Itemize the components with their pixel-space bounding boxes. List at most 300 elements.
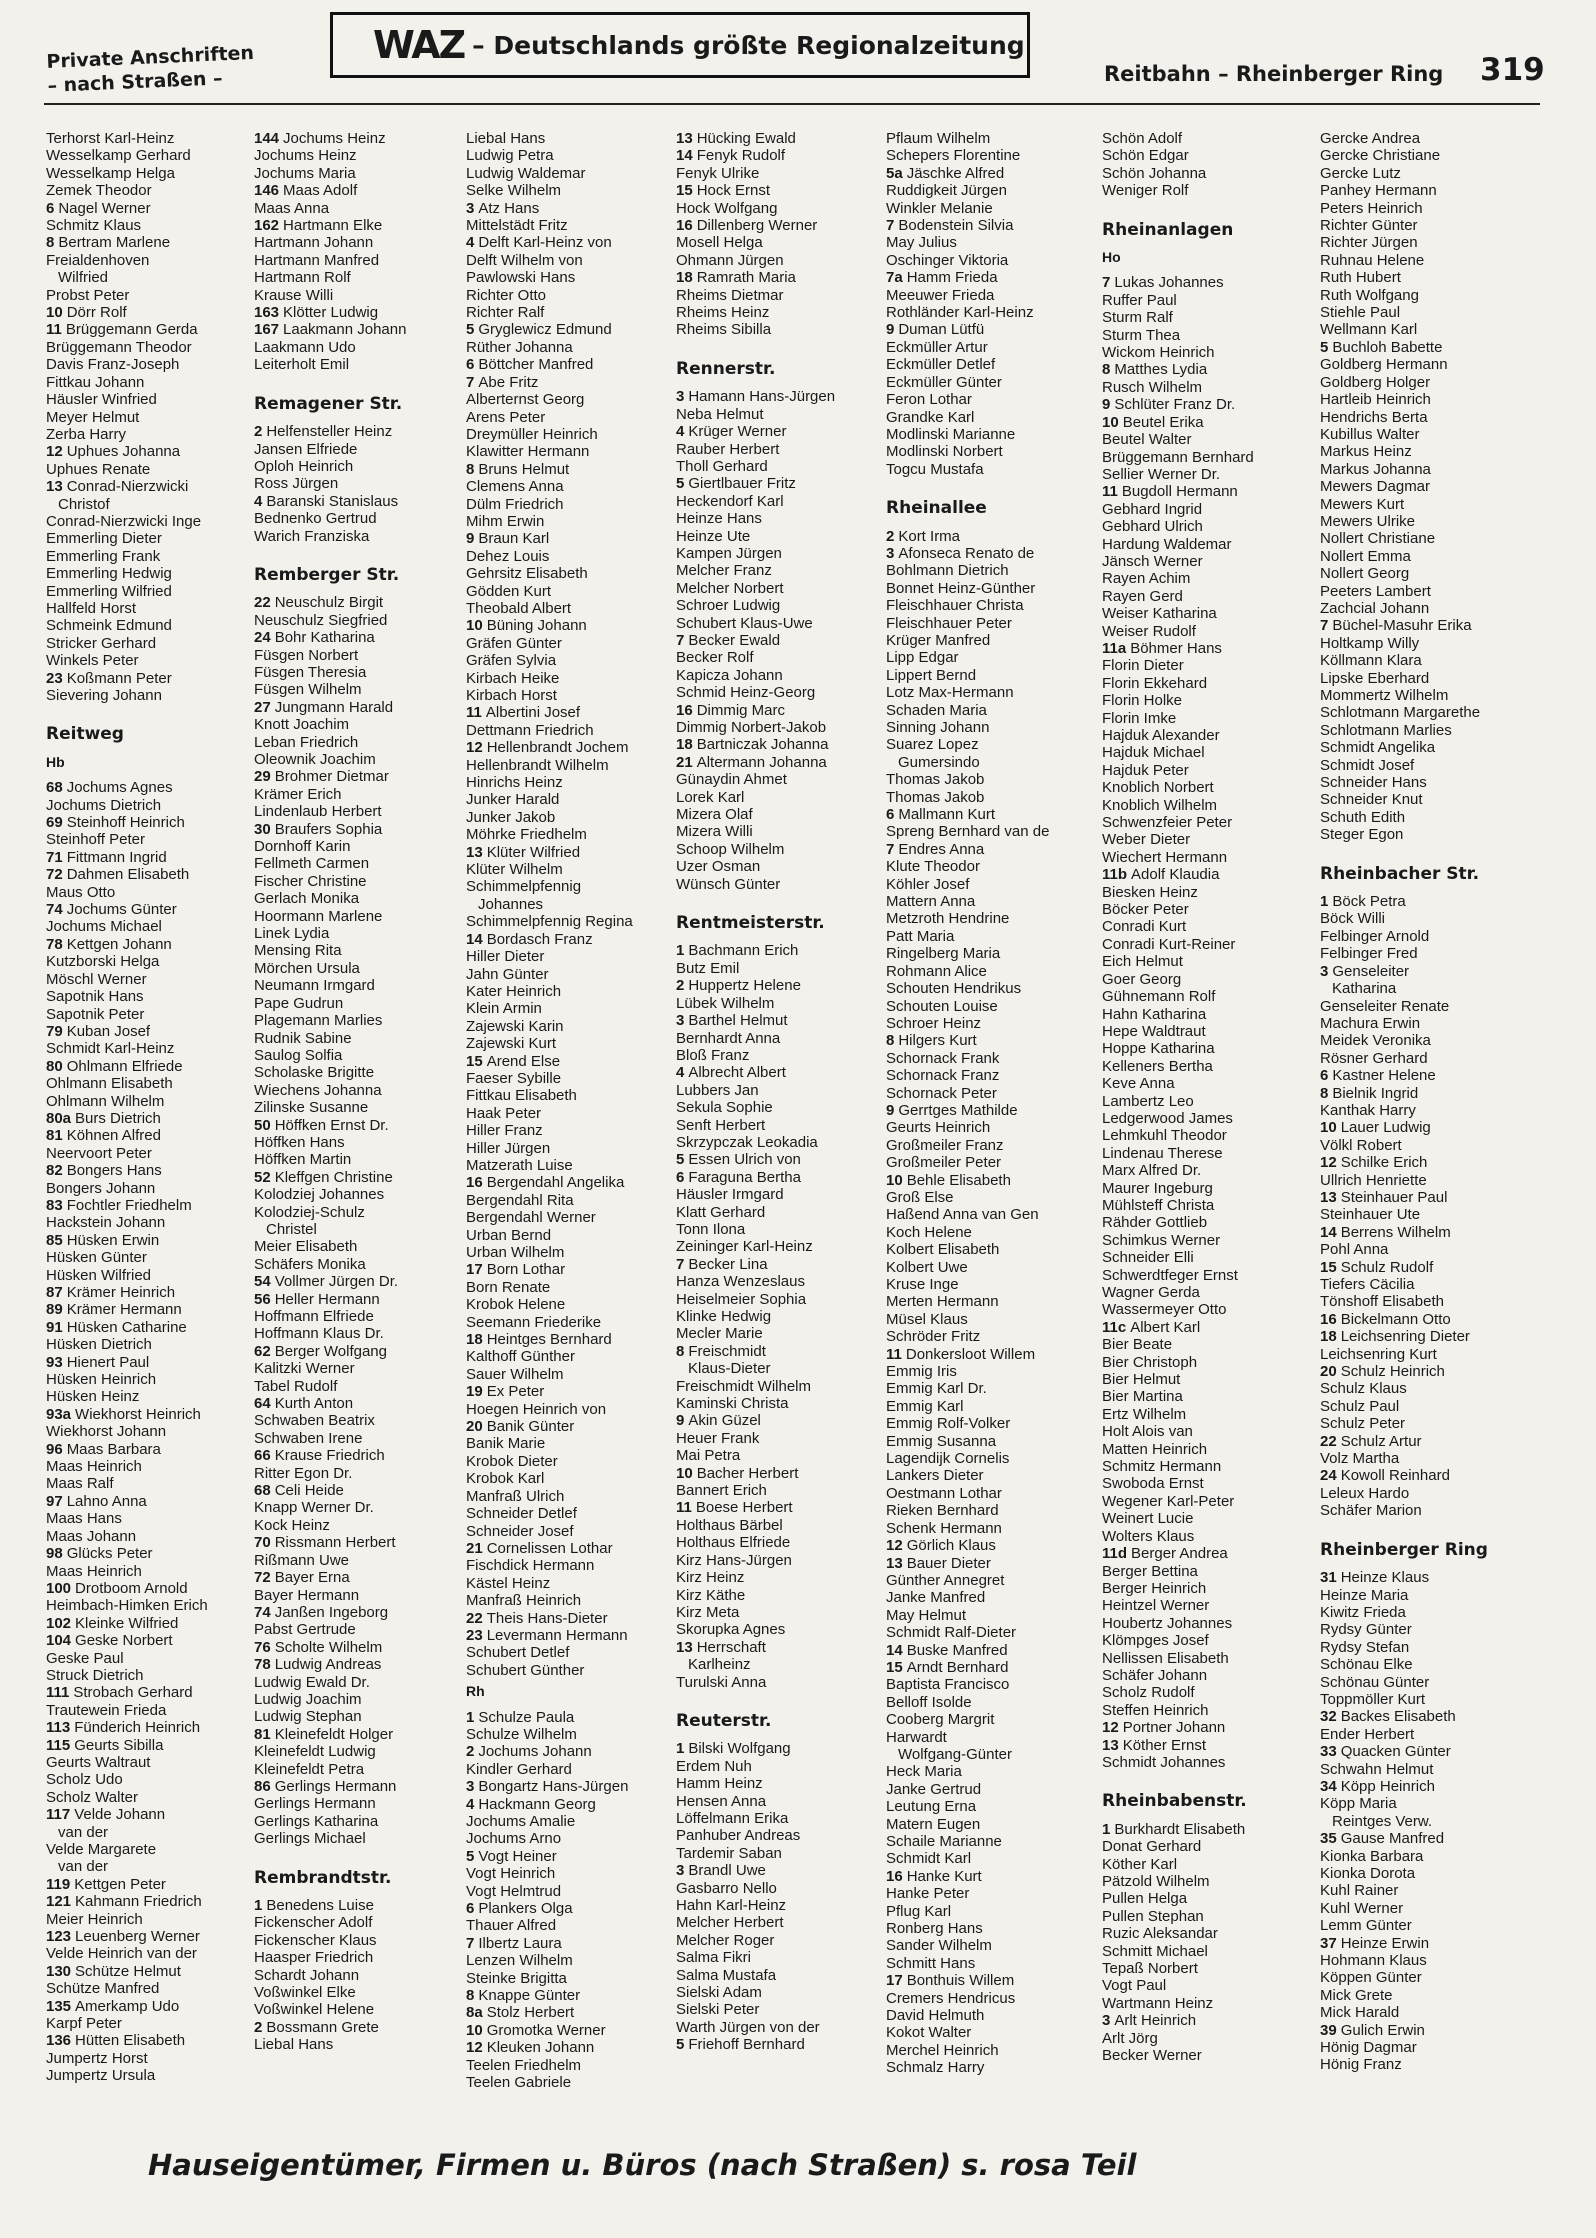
resident-name: Krüger Werner bbox=[688, 423, 787, 441]
resident-entry bbox=[46, 953, 256, 970]
resident-name: Burkhardt Elisabeth bbox=[1114, 1820, 1246, 1838]
resident-entry bbox=[886, 649, 1096, 666]
resident-entry bbox=[1102, 1249, 1312, 1266]
resident-entry bbox=[46, 409, 256, 426]
resident-name: Köhnen Alfred bbox=[66, 1127, 161, 1145]
resident-name: Günther Annegret bbox=[886, 1571, 1005, 1589]
resident-entry bbox=[254, 1291, 464, 1308]
resident-name: Emmerling Wilfried bbox=[46, 582, 172, 600]
resident-entry bbox=[676, 1862, 886, 1879]
resident-name: Lehmkuhl Theodor bbox=[1102, 1127, 1227, 1145]
house-number: 146 bbox=[254, 182, 280, 200]
resident-name: Tardemir Saban bbox=[676, 1844, 782, 1862]
resident-entry bbox=[676, 1534, 886, 1551]
resident-entry bbox=[254, 1897, 464, 1914]
resident-name: Dillenberg Werner bbox=[696, 217, 818, 235]
resident-name: Schwerdtfeger Ernst bbox=[1102, 1266, 1238, 1284]
resident-entry bbox=[886, 754, 1096, 771]
resident-entry bbox=[46, 1597, 256, 1614]
resident-name: Neuschulz Birgit bbox=[274, 594, 384, 612]
resident-entry bbox=[1102, 130, 1312, 147]
resident-entry bbox=[886, 1398, 1096, 1415]
resident-name: Sander Wilhelm bbox=[886, 1937, 992, 1955]
resident-name: Eckmüller Artur bbox=[886, 338, 988, 356]
resident-name: Schulz Heinrich bbox=[1340, 1363, 1445, 1381]
resident-name: Pawlowski Hans bbox=[466, 269, 576, 287]
resident-entry bbox=[886, 1241, 1096, 1258]
resident-entry bbox=[1320, 1604, 1530, 1621]
resident-entry bbox=[886, 391, 1096, 408]
resident-entry bbox=[466, 1865, 676, 1882]
resident-name: Gause Manfred bbox=[1340, 1830, 1445, 1848]
resident-entry bbox=[886, 963, 1096, 980]
resident-name: Hartmann Elke bbox=[283, 217, 383, 235]
house-number: 18 bbox=[676, 269, 693, 287]
house-number: 6 bbox=[466, 356, 475, 374]
resident-entry bbox=[886, 719, 1096, 736]
resident-name: Schmitz Klaus bbox=[46, 217, 142, 235]
resident-name: Leuenberg Werner bbox=[75, 1928, 200, 1946]
resident-entry bbox=[254, 1778, 464, 1795]
resident-entry bbox=[46, 1528, 256, 1545]
resident-entry bbox=[676, 1758, 886, 1775]
resident-name: Wünsch Günter bbox=[676, 875, 781, 893]
resident-entry bbox=[46, 1650, 256, 1667]
resident-entry bbox=[676, 200, 886, 217]
house-number: 87 bbox=[46, 1284, 63, 1301]
street-heading: Rheinallee bbox=[886, 498, 987, 519]
house-number: 7 bbox=[886, 840, 895, 858]
resident-entry bbox=[1320, 652, 1530, 669]
district-code: Ho bbox=[1102, 249, 1121, 266]
resident-entry bbox=[1320, 2039, 1530, 2056]
resident-entry bbox=[886, 1798, 1096, 1815]
street-heading: Reuterstr. bbox=[676, 1710, 772, 1731]
resident-name: Jochums Maria bbox=[254, 164, 356, 182]
resident-name: Hepe Waldtraut bbox=[1102, 1022, 1206, 1040]
resident-entry bbox=[676, 960, 886, 977]
resident-name: Ruddigkeit Jürgen bbox=[886, 182, 1007, 200]
resident-name: Schwahn Helmut bbox=[1320, 1760, 1434, 1778]
resident-name: Knott Joachim bbox=[254, 716, 350, 734]
resident-name: Höffken Hans bbox=[254, 1133, 345, 1151]
resident-name: Laakmann Udo bbox=[254, 338, 356, 356]
resident-entry bbox=[1320, 910, 1530, 927]
resident-entry bbox=[886, 928, 1096, 945]
resident-entry bbox=[46, 234, 256, 251]
resident-entry bbox=[1320, 670, 1530, 687]
resident-entry bbox=[46, 687, 256, 704]
resident-name: Schönau Günter bbox=[1320, 1673, 1430, 1691]
resident-name: Ruth Hubert bbox=[1320, 269, 1401, 287]
resident-name: Fleischhauer Christa bbox=[886, 597, 1024, 615]
resident-name: Felbinger Fred bbox=[1320, 945, 1418, 963]
resident-name: Oestmann Lothar bbox=[886, 1484, 1002, 1502]
resident-entry bbox=[1102, 831, 1312, 848]
resident-name: Wiekhorst Heinrich bbox=[75, 1405, 201, 1423]
resident-name: Becker Lina bbox=[688, 1255, 768, 1273]
resident-entry bbox=[254, 681, 464, 698]
resident-name: Hoormann Marlene bbox=[254, 907, 383, 925]
resident-name: Geurts Sibilla bbox=[74, 1736, 164, 1754]
resident-entry bbox=[1320, 443, 1530, 460]
street-heading: Rembrandtstr. bbox=[254, 1867, 392, 1888]
resident-name: Schwaben Beatrix bbox=[254, 1412, 375, 1430]
resident-entry bbox=[676, 458, 886, 475]
resident-entry bbox=[1102, 762, 1312, 779]
resident-name: Atz Hans bbox=[478, 199, 540, 217]
resident-entry bbox=[466, 1035, 676, 1052]
resident-entry bbox=[46, 1006, 256, 1023]
resident-entry bbox=[1320, 1865, 1530, 1882]
house-number: 1 bbox=[676, 1740, 685, 1758]
resident-entry bbox=[466, 1331, 676, 1348]
resident-entry bbox=[1102, 588, 1312, 605]
resident-entry bbox=[1320, 1656, 1530, 1673]
resident-name: Suarez Lopez bbox=[886, 736, 979, 754]
house-number: 18 bbox=[1320, 1328, 1337, 1346]
resident-entry bbox=[1102, 1719, 1312, 1736]
resident-name: Modlinski Marianne bbox=[886, 425, 1016, 443]
resident-entry bbox=[1320, 304, 1530, 321]
resident-name: Bier Martina bbox=[1102, 1388, 1183, 1406]
house-number: 7 bbox=[1102, 274, 1111, 292]
resident-name: Lipske Eberhard bbox=[1320, 669, 1430, 687]
resident-entry bbox=[676, 1395, 886, 1412]
resident-entry bbox=[886, 1850, 1096, 1867]
house-number: 30 bbox=[254, 820, 271, 838]
resident-name: Becker Ewald bbox=[688, 631, 781, 649]
house-number: 10 bbox=[676, 1464, 693, 1482]
resident-entry bbox=[1320, 1726, 1530, 1743]
resident-name: Arlt Heinrich bbox=[1114, 2012, 1197, 2030]
resident-entry bbox=[254, 269, 464, 286]
resident-entry bbox=[886, 1537, 1096, 1554]
house-number: 3 bbox=[886, 544, 895, 562]
resident-entry bbox=[466, 1053, 676, 1070]
resident-name: Maas Barbara bbox=[66, 1440, 161, 1458]
house-number: 80a bbox=[46, 1109, 72, 1127]
resident-entry bbox=[254, 528, 464, 545]
resident-entry bbox=[1102, 1528, 1312, 1545]
resident-entry bbox=[254, 1534, 464, 1551]
resident-name: Schoop Wilhelm bbox=[676, 840, 785, 858]
resident-name: Schornack Franz bbox=[886, 1067, 1000, 1085]
resident-name: Knoblich Norbert bbox=[1102, 779, 1214, 797]
house-number: 6 bbox=[466, 1900, 475, 1918]
resident-name: Meidek Veronika bbox=[1320, 1032, 1431, 1050]
resident-entry bbox=[466, 774, 676, 791]
house-number: 83 bbox=[46, 1196, 63, 1214]
resident-name: Mick Grete bbox=[1320, 1986, 1393, 2004]
resident-entry bbox=[254, 1674, 464, 1691]
resident-name: Sturm Thea bbox=[1102, 326, 1181, 344]
house-number: 32 bbox=[1320, 1708, 1337, 1726]
resident-name: Jumpertz Horst bbox=[46, 2049, 148, 2067]
resident-entry bbox=[886, 1729, 1096, 1746]
house-number: 1 bbox=[1320, 893, 1329, 911]
resident-entry bbox=[676, 806, 886, 823]
resident-entry bbox=[466, 583, 676, 600]
resident-entry bbox=[1102, 1110, 1312, 1127]
house-number: 74 bbox=[254, 1603, 271, 1621]
resident-entry bbox=[46, 1371, 256, 1388]
resident-name: Hoffmann Klaus Dr. bbox=[254, 1325, 384, 1343]
resident-name: Mosell Helga bbox=[676, 234, 763, 252]
resident-entry bbox=[254, 1030, 464, 1047]
resident-entry bbox=[466, 1575, 676, 1592]
resident-entry bbox=[886, 374, 1096, 391]
resident-name: Jochums Günter bbox=[66, 901, 177, 919]
resident-entry bbox=[466, 687, 676, 704]
resident-entry bbox=[886, 409, 1096, 426]
resident-entry bbox=[1102, 779, 1312, 796]
resident-name: Jochums Johann bbox=[478, 1743, 592, 1761]
resident-name: Lenzen Wilhelm bbox=[466, 1952, 573, 1970]
resident-name: Manfraß Heinrich bbox=[466, 1592, 582, 1610]
resident-name: Schön Johanna bbox=[1102, 164, 1207, 182]
resident-name: Löffelmann Erika bbox=[676, 1809, 789, 1827]
resident-name: Melcher Herbert bbox=[676, 1914, 784, 1932]
resident-name: Gühnemann Rolf bbox=[1102, 988, 1216, 1006]
resident-name: Schneider Josef bbox=[466, 1522, 574, 1540]
resident-entry bbox=[46, 1423, 256, 1440]
resident-name: Vollmer Jürgen Dr. bbox=[274, 1273, 399, 1291]
resident-name: Böttcher Manfred bbox=[478, 356, 594, 374]
resident-name: Jochums Heinz bbox=[254, 147, 357, 165]
house-number: 14 bbox=[466, 930, 483, 948]
resident-entry bbox=[676, 1238, 886, 1255]
resident-name: Hock Wolfgang bbox=[676, 199, 778, 217]
resident-name: Melcher Roger bbox=[676, 1931, 775, 1949]
resident-name: Jansen Elfriede bbox=[254, 440, 358, 458]
resident-name: Bartniczak Johanna bbox=[696, 736, 829, 754]
resident-entry bbox=[254, 1465, 464, 1482]
resident-name: Heinze Maria bbox=[1320, 1586, 1409, 1604]
resident-entry bbox=[886, 562, 1096, 579]
house-number: 24 bbox=[254, 629, 271, 647]
resident-entry bbox=[466, 182, 676, 199]
house-number: 9 bbox=[676, 1412, 685, 1430]
resident-entry bbox=[886, 1972, 1096, 1989]
resident-name: Janke Gertrud bbox=[886, 1780, 982, 1798]
house-number: 6 bbox=[886, 806, 895, 824]
resident-name: Mai Petra bbox=[676, 1447, 741, 1465]
resident-entry bbox=[254, 493, 464, 510]
house-number: 11a bbox=[1102, 639, 1127, 657]
resident-entry bbox=[254, 130, 464, 147]
house-number: 14 bbox=[676, 147, 693, 165]
resident-entry bbox=[886, 1746, 1096, 1763]
resident-name: Schmidt Josef bbox=[1320, 756, 1415, 774]
resident-name: Modlinski Norbert bbox=[886, 443, 1003, 461]
resident-entry bbox=[466, 1192, 676, 1209]
resident-name: Berger Wolfgang bbox=[274, 1342, 387, 1360]
resident-name: Häusler Winfried bbox=[46, 391, 157, 409]
resident-entry bbox=[676, 977, 886, 994]
resident-name: Friehoff Bernhard bbox=[688, 2036, 805, 2054]
resident-entry bbox=[254, 803, 464, 820]
resident-name: Freischmidt Wilhelm bbox=[676, 1377, 812, 1395]
resident-entry bbox=[254, 1256, 464, 1273]
resident-name: Burs Dietrich bbox=[75, 1109, 161, 1127]
resident-name: Krobok Karl bbox=[466, 1470, 545, 1488]
resident-entry bbox=[46, 565, 256, 582]
resident-entry bbox=[1320, 583, 1530, 600]
resident-name: Hamann Hans-Jürgen bbox=[688, 388, 836, 406]
resident-entry bbox=[676, 1604, 886, 1621]
resident-entry bbox=[46, 652, 256, 669]
directory-column bbox=[1320, 130, 1530, 2074]
house-number: 9 bbox=[886, 1101, 895, 1119]
resident-entry bbox=[886, 1467, 1096, 1484]
resident-name: Steinhoff Peter bbox=[46, 831, 145, 849]
resident-name: Teelen Friedhelm bbox=[466, 2056, 582, 2074]
resident-name: Köppen Günter bbox=[1320, 1969, 1422, 1987]
resident-name: Rieken Bernhard bbox=[886, 1502, 999, 1520]
resident-name: Steinhauer Paul bbox=[1340, 1188, 1448, 1206]
resident-name: Maas Johann bbox=[46, 1527, 137, 1545]
resident-name: Nollert Georg bbox=[1320, 565, 1410, 583]
resident-entry bbox=[1320, 252, 1530, 269]
resident-entry bbox=[254, 321, 464, 338]
resident-name: Hönig Franz bbox=[1320, 2056, 1402, 2074]
resident-entry bbox=[466, 1592, 676, 1609]
resident-name: Ludwig Andreas bbox=[274, 1656, 382, 1674]
resident-entry bbox=[1320, 617, 1530, 634]
resident-name: Weiser Rudolf bbox=[1102, 622, 1196, 640]
resident-entry bbox=[676, 1656, 886, 1673]
resident-name: Richter Jürgen bbox=[1320, 234, 1418, 252]
resident-entry bbox=[1102, 640, 1312, 657]
resident-name: Johannes bbox=[478, 895, 544, 913]
street-heading: Rheinbabenstr. bbox=[1102, 1791, 1247, 1812]
resident-name: Genseleiter bbox=[1332, 962, 1410, 980]
resident-entry bbox=[46, 1127, 256, 1144]
resident-entry bbox=[466, 1662, 676, 1679]
house-number: 71 bbox=[46, 848, 63, 866]
resident-name: Großmeiler Peter bbox=[886, 1154, 1002, 1172]
resident-name: Kleffgen Christine bbox=[274, 1168, 393, 1186]
resident-name: Panhuber Andreas bbox=[676, 1827, 801, 1845]
resident-entry bbox=[466, 1970, 676, 1987]
resident-name: Beutel Erika bbox=[1122, 413, 1204, 431]
resident-entry bbox=[1320, 478, 1530, 495]
resident-name: Fochtler Friedhelm bbox=[66, 1196, 192, 1214]
resident-entry bbox=[46, 670, 256, 687]
resident-entry bbox=[1102, 1006, 1312, 1023]
resident-entry bbox=[46, 831, 256, 848]
resident-entry bbox=[466, 1244, 676, 1261]
resident-name: Biesken Heinz bbox=[1102, 883, 1198, 901]
resident-name: Hienert Paul bbox=[66, 1353, 150, 1371]
house-number: 7a bbox=[886, 269, 903, 287]
resident-name: Füsgen Wilhelm bbox=[254, 681, 362, 699]
resident-entry bbox=[1320, 1900, 1530, 1917]
resident-entry bbox=[676, 1273, 886, 1290]
house-number: 12 bbox=[1102, 1719, 1119, 1737]
house-number: 56 bbox=[254, 1290, 271, 1308]
resident-name: Lindenau Therese bbox=[1102, 1144, 1223, 1162]
resident-name: Höffken Ernst Dr. bbox=[274, 1116, 389, 1134]
resident-name: Haßend Anna van Gen bbox=[886, 1206, 1039, 1224]
house-number: 81 bbox=[254, 1725, 271, 1743]
house-number: 111 bbox=[46, 1684, 70, 1702]
resident-entry bbox=[46, 200, 256, 217]
house-number: 8a bbox=[466, 2004, 483, 2022]
resident-name: Markus Johanna bbox=[1320, 460, 1431, 478]
resident-entry bbox=[676, 1984, 886, 2001]
resident-name: Schubert Günther bbox=[466, 1661, 585, 1679]
resident-name: Essen Ulrich von bbox=[688, 1151, 801, 1169]
resident-name: Kutzborski Helga bbox=[46, 953, 160, 971]
resident-name: Trautewein Frieda bbox=[46, 1701, 167, 1719]
resident-entry bbox=[466, 809, 676, 826]
house-number: 5a bbox=[886, 164, 903, 182]
resident-entry bbox=[1102, 1197, 1312, 1214]
resident-entry bbox=[1102, 1058, 1312, 1075]
resident-name: Hartleib Heinrich bbox=[1320, 391, 1431, 409]
resident-entry bbox=[1102, 147, 1312, 164]
resident-name: Ruhnau Helene bbox=[1320, 251, 1425, 269]
resident-name: Berrens Wilhelm bbox=[1340, 1223, 1451, 1241]
resident-name: Meier Heinrich bbox=[46, 1910, 143, 1928]
resident-entry bbox=[886, 684, 1096, 701]
resident-name: Katharina bbox=[1332, 980, 1397, 998]
resident-name: Kaminski Christa bbox=[676, 1395, 789, 1413]
resident-name: Steinhoff Heinrich bbox=[66, 814, 185, 832]
house-number: 16 bbox=[466, 1174, 483, 1192]
resident-entry bbox=[46, 1249, 256, 1266]
resident-entry bbox=[1320, 739, 1530, 756]
resident-entry bbox=[1320, 963, 1530, 980]
resident-name: Markus Heinz bbox=[1320, 443, 1412, 461]
resident-name: Schmitz Hermann bbox=[1102, 1458, 1222, 1476]
resident-entry bbox=[46, 1998, 256, 2015]
resident-entry bbox=[886, 1189, 1096, 1206]
resident-entry bbox=[886, 200, 1096, 217]
resident-name: Meeuwer Frieda bbox=[886, 286, 995, 304]
street-heading: Rentmeisterstr. bbox=[676, 913, 825, 934]
resident-entry bbox=[46, 1510, 256, 1527]
resident-name: Peters Heinrich bbox=[1320, 199, 1423, 217]
house-number: 72 bbox=[46, 866, 63, 884]
resident-entry bbox=[46, 1911, 256, 1928]
street-heading: Remagener Str. bbox=[254, 393, 403, 414]
resident-entry bbox=[1320, 1587, 1530, 1604]
resident-name: Ohlmann Elfriede bbox=[66, 1057, 183, 1075]
resident-name: Gödden Kurt bbox=[466, 582, 552, 600]
resident-name: Hahn Karl-Heinz bbox=[676, 1897, 787, 1914]
resident-name: Schulze Wilhelm bbox=[466, 1725, 577, 1743]
street-range: Reitbahn – Rheinberger Ring bbox=[1104, 62, 1444, 86]
house-number: 37 bbox=[1320, 1934, 1337, 1952]
resident-name: Heintges Bernhard bbox=[486, 1331, 612, 1349]
house-number: 22 bbox=[1320, 1432, 1337, 1450]
resident-name: Geurts Heinrich bbox=[886, 1119, 991, 1137]
resident-name: Steffen Heinrich bbox=[1102, 1701, 1209, 1719]
resident-entry bbox=[46, 1145, 256, 1162]
resident-entry bbox=[676, 182, 886, 199]
resident-entry bbox=[1102, 936, 1312, 953]
resident-entry bbox=[676, 719, 886, 736]
resident-entry bbox=[254, 252, 464, 269]
resident-entry bbox=[1102, 1995, 1312, 2012]
resident-entry bbox=[886, 771, 1096, 788]
resident-name: Probst Peter bbox=[46, 286, 130, 304]
resident-name: Tonn Ilona bbox=[676, 1220, 746, 1238]
resident-name: Hüsken Heinrich bbox=[46, 1371, 157, 1389]
